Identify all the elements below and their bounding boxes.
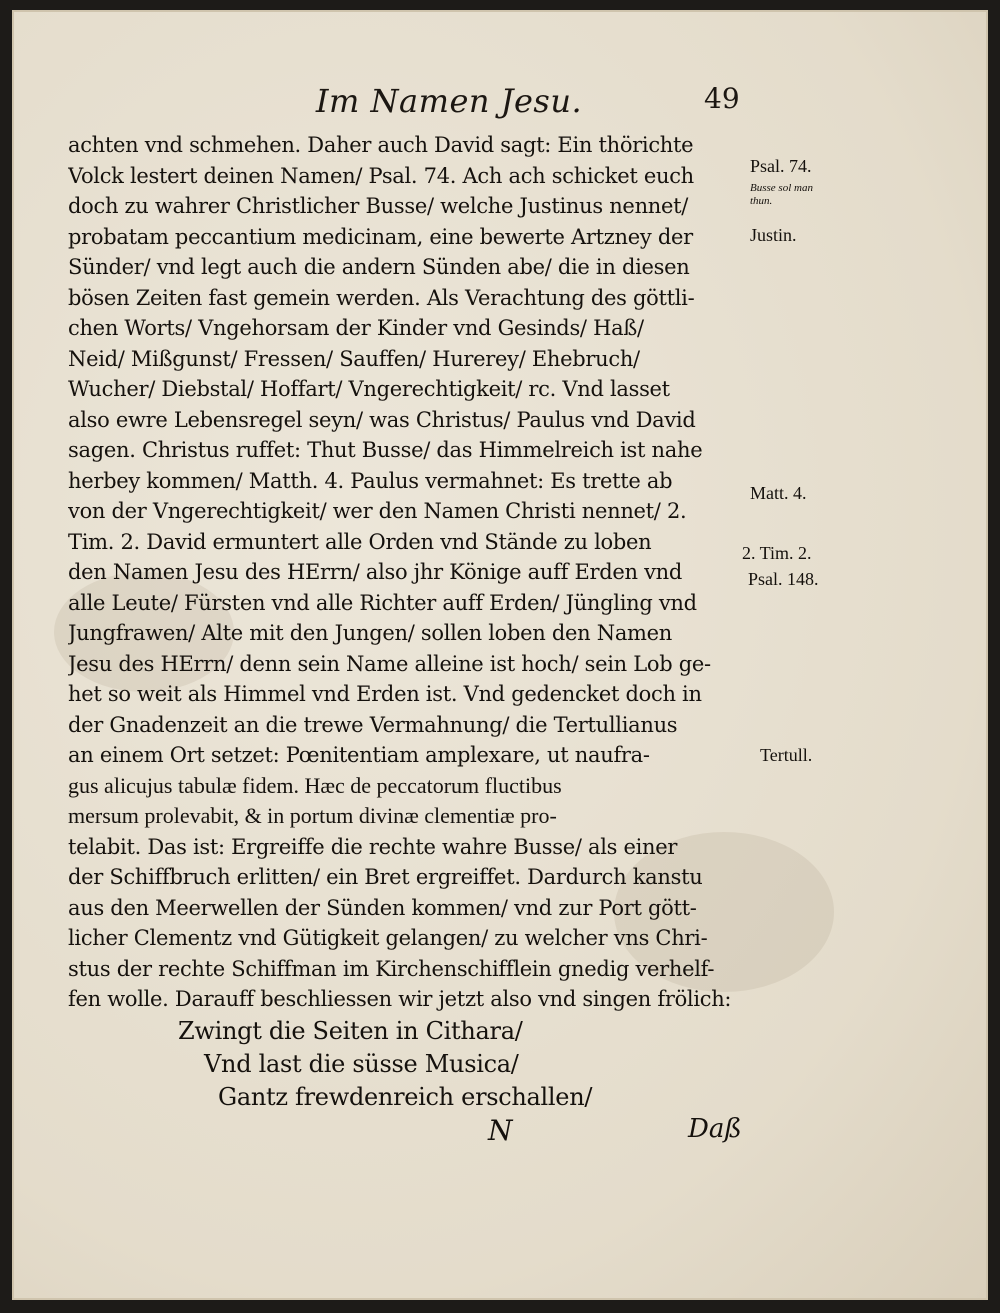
text-line: Jesu des HErrn/ denn sein Name alleine ist hoch/ sein Lob ge- (68, 651, 711, 676)
text-line: den Namen Jesu des HErrn/ also jhr Könige auff Erden vnd (68, 560, 683, 584)
verse-line: Vnd last die süsse Musica/ (204, 1049, 519, 1078)
margin-note-busse-2: thun. (750, 195, 773, 207)
text-line: het so weit als Himmel vnd Erden ist. Vnd gedencket doch in (68, 682, 702, 706)
page-footer (68, 1114, 758, 1148)
text-line: achten vnd schmehen. Daher auch David sagt: Ein thörichte (68, 133, 694, 157)
text-line: telabit. Das ist: Ergreiffe die rechte wahre Busse/ als einer (68, 834, 678, 859)
text-line: der Gnadenzeit an die trewe Vermahnung/ die Tertullianus (68, 712, 678, 737)
margin-note-busse: Busse sol man (750, 182, 813, 194)
margin-note-tim2: 2. Tim. 2. (742, 543, 812, 563)
text-line: licher Clementz vnd Gütigkeit gelangen/ zu welcher vns Chri- (68, 926, 708, 950)
margin-note-psal74: Psal. 74. (750, 156, 812, 176)
text-line: Jungfrawen/ Alte mit den Jungen/ sollen loben den Namen (68, 621, 673, 645)
margin-note-justin: Justin. (750, 225, 797, 245)
book-page (12, 10, 988, 1300)
text-line: Volck lestert deinen Namen/ Psal. 74. Ach ach schicket euch (68, 163, 694, 188)
text-line-latin: gus alicujus tabulæ fidem. Hæc de peccatorum fluctibus (68, 772, 562, 798)
text-line: Wucher/ Diebstal/ Hoffart/ Vngerechtigkeit/ rc. Vnd lasset (68, 377, 670, 401)
signature-mark: N (488, 1113, 513, 1147)
text-line: Tim. 2. David ermuntert alle Orden vnd Stände zu loben (68, 529, 652, 554)
text-line: bösen Zeiten fast gemein werden. Als Verachtung des göttli- (68, 285, 695, 310)
catchword: Daß (688, 1113, 742, 1144)
text-line: an einem Ort setzet: Pœnitentiam amplexare, ut naufra- (68, 743, 650, 767)
margin-note-tertull: Tertull. (760, 745, 813, 765)
text-line: Sünder/ vnd legt auch die andern Sünden abe/ die in diesen (68, 255, 690, 279)
margin-note-matt4: Matt. 4. (750, 483, 807, 503)
text-line: fen wolle. Darauff beschliessen wir jetzt also vnd singen frölich: (68, 987, 732, 1011)
text-line: aus den Meerwellen der Sünden kommen/ vnd zur Port gött- (68, 895, 697, 920)
text-line: sagen. Christus ruffet: Thut Busse/ das Himmelreich ist nahe (68, 438, 703, 462)
text-line: von der Vngerechtigkeit/ wer den Namen Christi nennet/ 2. (68, 499, 687, 523)
body-text (68, 130, 758, 1148)
text-line: der Schiffbruch erlitten/ ein Bret ergreiffet. Dardurch kanstu (68, 865, 703, 889)
verse-line: Gantz frewdenreich erschallen/ (218, 1082, 593, 1111)
verse-line: Zwingt die Seiten in Cithara/ (178, 1016, 523, 1045)
text-line: alle Leute/ Fürsten vnd alle Richter auff Erden/ Jüngling vnd (68, 590, 697, 615)
margin-note-psal148: Psal. 148. (748, 569, 819, 589)
running-title: Im Namen Jesu. (315, 82, 583, 120)
text-line: herbey kommen/ Matth. 4. Paulus vermahnet: Es trette ab (68, 468, 673, 493)
page-number: 49 (704, 82, 740, 115)
text-line: stus der rechte Schiffman im Kirchenschifflein gnedig verhelf- (68, 956, 715, 981)
text-line: Neid/ Mißgunst/ Fressen/ Sauffen/ Hurerey/ Ehebruch/ (68, 346, 640, 371)
text-line: probatam peccantium medicinam, eine bewerte Artzney der (68, 224, 693, 249)
text-line-latin: mersum prolevabit, & in portum divinæ clementiæ pro- (68, 803, 557, 828)
text-line: chen Worts/ Vngehorsam der Kinder vnd Gesinds/ Haß/ (68, 316, 644, 340)
text-line: doch zu wahrer Christlicher Busse/ welche Justinus nennet/ (68, 194, 689, 218)
page-header (14, 82, 988, 132)
text-line: also ewre Lebensregel seyn/ was Christus/ Paulus vnd David (68, 407, 696, 432)
